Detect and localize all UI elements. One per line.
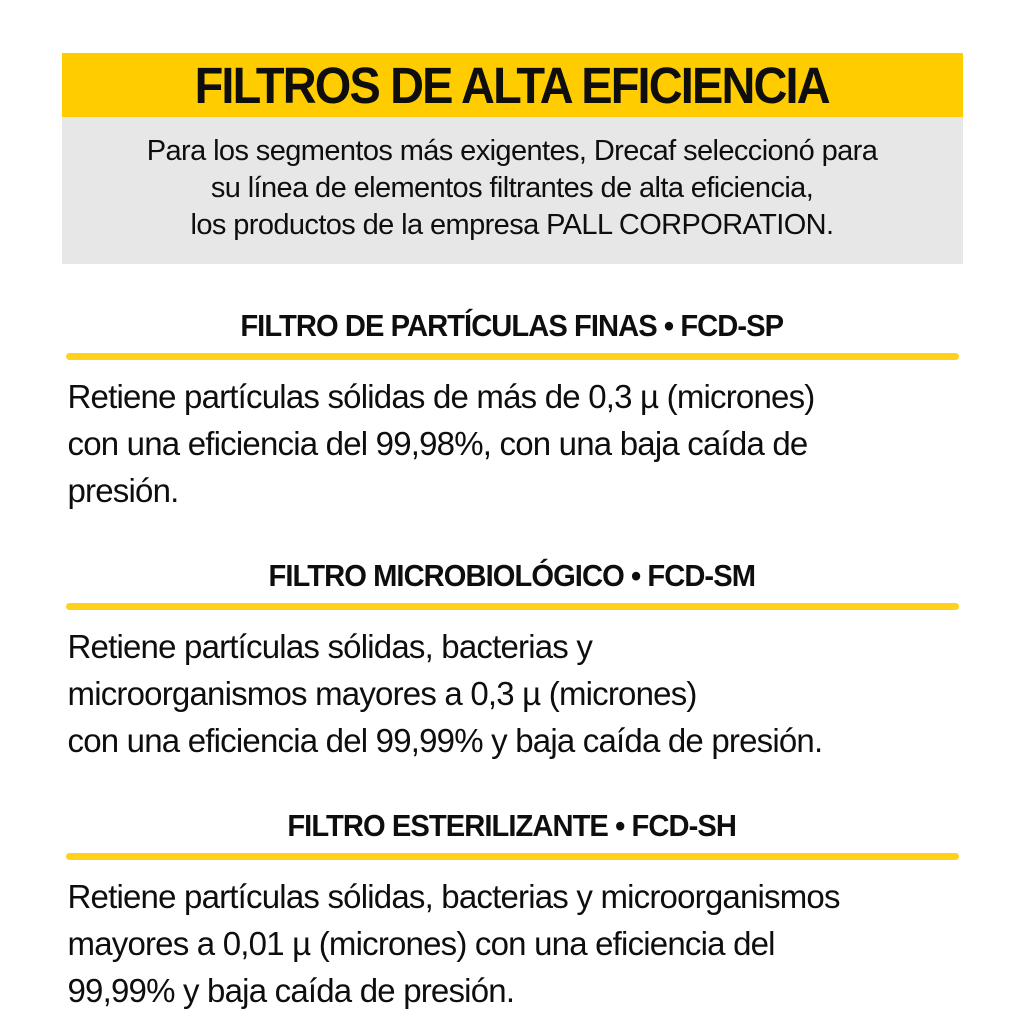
body-line: microorganismos mayores a 0,3 µ (micrones)	[67, 675, 697, 712]
yellow-divider	[66, 853, 959, 860]
body-line: 99,99% y baja caída de presión.	[67, 972, 515, 1009]
section-heading-text: FILTRO DE PARTÍCULAS FINAS • FCD-SP	[240, 308, 784, 343]
section-heading	[62, 808, 963, 844]
body-line: presión.	[67, 472, 179, 509]
section-fcd-sp	[62, 308, 963, 514]
section-body	[62, 373, 963, 514]
yellow-divider	[66, 353, 959, 360]
page-title: FILTROS DE ALTA EFICIENCIA	[194, 56, 830, 114]
body-line: con una eficiencia del 99,98%, con una baja caída de	[67, 425, 808, 462]
section-heading	[62, 558, 963, 594]
intro-box	[62, 117, 963, 264]
section-heading-text: FILTRO MICROBIOLÓGICO • FCD-SM	[268, 558, 756, 593]
body-line: Retiene partículas sólidas de más de 0,3 µ (micrones)	[67, 378, 815, 415]
body-line: Retiene partículas sólidas, bacterias y microorganismos	[67, 878, 840, 915]
yellow-divider	[66, 603, 959, 610]
section-heading	[62, 308, 963, 344]
body-line: Retiene partículas sólidas, bacterias y	[67, 628, 593, 665]
body-line: mayores a 0,01 µ (micrones) con una eficiencia del	[67, 925, 775, 962]
title-banner	[62, 53, 963, 117]
section-heading-text: FILTRO ESTERILIZANTE • FCD-SH	[287, 808, 737, 843]
section-body	[62, 873, 963, 1014]
body-line: con una eficiencia del 99,99% y baja caída de presión.	[67, 722, 823, 759]
intro-line: su línea de elementos filtrantes de alta eficiencia,	[210, 172, 814, 204]
section-fcd-sm	[62, 558, 963, 764]
filter-flyer	[62, 0, 963, 1014]
intro-line: Para los segmentos más exigentes, Drecaf seleccionó para	[146, 135, 878, 167]
section-fcd-sh	[62, 808, 963, 1014]
section-body	[62, 623, 963, 764]
intro-line: los productos de la empresa PALL CORPORATION.	[190, 209, 834, 241]
